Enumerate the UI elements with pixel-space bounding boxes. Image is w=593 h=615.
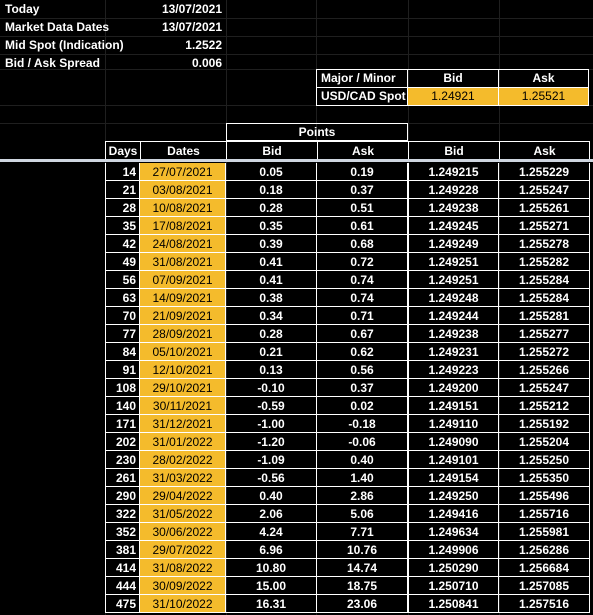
points-ask-cell[interactable]: 0.56 — [317, 361, 408, 379]
bid-cell[interactable]: 1.249110 — [408, 415, 499, 433]
points-bid-cell[interactable]: -0.56 — [226, 469, 317, 487]
table-row — [105, 541, 593, 559]
points-bid-cell[interactable]: 0.41 — [226, 253, 317, 271]
table-row — [105, 397, 593, 415]
info-row-today[interactable] — [0, 0, 226, 18]
bid-cell[interactable]: 1.249245 — [408, 217, 499, 235]
points-bid-cell[interactable]: 0.05 — [226, 163, 317, 181]
info-label: Today — [5, 2, 40, 16]
bid-cell[interactable]: 1.249090 — [408, 433, 499, 451]
points-bid-cell[interactable]: 0.35 — [226, 217, 317, 235]
date-cell[interactable]: 10/08/2021 — [140, 199, 226, 217]
ask-cell[interactable]: 1.256286 — [499, 541, 590, 559]
points-ask-cell[interactable]: 0.71 — [317, 307, 408, 325]
date-cell[interactable]: 14/09/2021 — [140, 289, 226, 307]
date-cell[interactable]: 24/08/2021 — [140, 235, 226, 253]
date-cell[interactable]: 31/01/2022 — [140, 433, 226, 451]
days-cell[interactable]: 91 — [105, 361, 140, 379]
points-group-header[interactable]: Points — [226, 123, 408, 141]
days-cell[interactable]: 28 — [105, 199, 140, 217]
days-cell[interactable]: 381 — [105, 541, 140, 559]
date-cell[interactable]: 29/04/2022 — [140, 487, 226, 505]
points-ask-cell[interactable]: -0.18 — [317, 415, 408, 433]
bid-cell[interactable]: 1.249228 — [408, 181, 499, 199]
bid-cell[interactable]: 1.249251 — [408, 271, 499, 289]
days-cell[interactable]: 70 — [105, 307, 140, 325]
date-cell[interactable]: 21/09/2021 — [140, 307, 226, 325]
ask-cell[interactable]: 1.255247 — [499, 181, 590, 199]
points-ask-cell[interactable]: 0.61 — [317, 217, 408, 235]
bid-cell[interactable]: 1.249906 — [408, 541, 499, 559]
ask-cell[interactable]: 1.255212 — [499, 397, 590, 415]
days-cell[interactable]: 21 — [105, 181, 140, 199]
points-ask-cell[interactable]: 0.68 — [317, 235, 408, 253]
ask-cell[interactable]: 1.255350 — [499, 469, 590, 487]
bid-cell[interactable]: 1.249215 — [408, 163, 499, 181]
bid-cell[interactable]: 1.249251 — [408, 253, 499, 271]
days-cell[interactable]: 42 — [105, 235, 140, 253]
bid-cell[interactable]: 1.249238 — [408, 199, 499, 217]
date-cell[interactable]: 27/07/2021 — [140, 163, 226, 181]
points-ask-cell[interactable]: 0.67 — [317, 325, 408, 343]
table-row — [105, 289, 593, 307]
points-bid-cell[interactable]: 0.18 — [226, 181, 317, 199]
spot-header-label[interactable]: Major / Minor — [316, 69, 408, 88]
table-row — [105, 379, 593, 397]
info-value: 1.2522 — [185, 38, 222, 52]
date-cell[interactable]: 12/10/2021 — [140, 361, 226, 379]
days-cell[interactable]: 108 — [105, 379, 140, 397]
ask-cell[interactable]: 1.255272 — [499, 343, 590, 361]
points-bid-cell[interactable]: -0.59 — [226, 397, 317, 415]
date-cell[interactable]: 07/09/2021 — [140, 271, 226, 289]
date-cell[interactable]: 28/09/2021 — [140, 325, 226, 343]
table-row — [105, 181, 593, 199]
table-row — [105, 361, 593, 379]
ask-cell[interactable]: 1.255278 — [499, 235, 590, 253]
points-ask-cell[interactable]: 14.74 — [317, 559, 408, 577]
days-cell[interactable]: 444 — [105, 577, 140, 595]
ask-cell[interactable]: 1.255229 — [499, 163, 590, 181]
spot-bid-value[interactable]: 1.24921 — [407, 87, 499, 106]
ask-cell[interactable]: 1.256684 — [499, 559, 590, 577]
table-row — [105, 559, 593, 577]
days-cell[interactable]: 56 — [105, 271, 140, 289]
bid-cell[interactable]: 1.249238 — [408, 325, 499, 343]
table-row — [105, 253, 593, 271]
points-bid-cell[interactable]: -0.10 — [226, 379, 317, 397]
bid-cell[interactable]: 1.249244 — [408, 307, 499, 325]
points-ask-cell[interactable]: 0.37 — [317, 379, 408, 397]
date-cell[interactable]: 29/07/2022 — [140, 541, 226, 559]
points-ask-cell[interactable]: 0.40 — [317, 451, 408, 469]
points-ask-cell[interactable]: 7.71 — [317, 523, 408, 541]
points-ask-cell[interactable]: 0.72 — [317, 253, 408, 271]
days-cell[interactable]: 202 — [105, 433, 140, 451]
table-row — [105, 235, 593, 253]
bid-cell[interactable]: 1.249249 — [408, 235, 499, 253]
days-cell[interactable]: 322 — [105, 505, 140, 523]
ask-cell[interactable]: 1.255261 — [499, 199, 590, 217]
points-ask-cell[interactable]: 0.74 — [317, 271, 408, 289]
column-header-ask[interactable]: Ask — [499, 141, 590, 160]
bid-cell[interactable]: 1.249231 — [408, 343, 499, 361]
info-row-market-data-dates[interactable] — [0, 18, 226, 36]
points-ask-cell[interactable]: 23.06 — [317, 595, 408, 613]
points-ask-cell[interactable]: 5.06 — [317, 505, 408, 523]
bid-cell[interactable]: 1.250841 — [408, 595, 499, 613]
date-cell[interactable]: 28/02/2022 — [140, 451, 226, 469]
points-bid-cell[interactable]: 15.00 — [226, 577, 317, 595]
points-bid-cell[interactable]: -1.20 — [226, 433, 317, 451]
days-cell[interactable]: 84 — [105, 343, 140, 361]
days-cell[interactable]: 63 — [105, 289, 140, 307]
date-cell[interactable]: 31/10/2022 — [140, 595, 226, 613]
spot-header-bid[interactable]: Bid — [407, 69, 499, 88]
info-label: Market Data Dates — [5, 20, 110, 34]
ask-cell[interactable]: 1.255284 — [499, 271, 590, 289]
info-row-mid-spot[interactable] — [0, 36, 226, 54]
ask-cell[interactable]: 1.255281 — [499, 307, 590, 325]
ask-cell[interactable]: 1.255981 — [499, 523, 590, 541]
ask-cell[interactable]: 1.255204 — [499, 433, 590, 451]
points-ask-cell[interactable]: 1.40 — [317, 469, 408, 487]
bid-cell[interactable]: 1.249151 — [408, 397, 499, 415]
points-bid-cell[interactable]: 2.06 — [226, 505, 317, 523]
info-value: 13/07/2021 — [161, 2, 222, 16]
ask-cell[interactable]: 1.255496 — [499, 487, 590, 505]
points-bid-cell[interactable]: 0.13 — [226, 361, 317, 379]
days-cell[interactable]: 49 — [105, 253, 140, 271]
bid-cell[interactable]: 1.249634 — [408, 523, 499, 541]
column-header-bid[interactable]: Bid — [408, 141, 500, 160]
points-bid-cell[interactable]: 10.80 — [226, 559, 317, 577]
table-row — [105, 343, 593, 361]
points-bid-cell[interactable]: 0.40 — [226, 487, 317, 505]
days-cell[interactable]: 35 — [105, 217, 140, 235]
points-ask-cell[interactable]: 0.74 — [317, 289, 408, 307]
ask-cell[interactable]: 1.255271 — [499, 217, 590, 235]
days-cell[interactable]: 261 — [105, 469, 140, 487]
table-row — [105, 199, 593, 217]
days-cell[interactable]: 414 — [105, 559, 140, 577]
table-row — [105, 307, 593, 325]
table-row — [105, 325, 593, 343]
points-bid-cell[interactable]: 0.28 — [226, 199, 317, 217]
days-cell[interactable]: 352 — [105, 523, 140, 541]
date-cell[interactable]: 30/11/2021 — [140, 397, 226, 415]
points-bid-cell[interactable]: 0.21 — [226, 343, 317, 361]
date-cell[interactable]: 31/05/2022 — [140, 505, 226, 523]
table-row — [105, 505, 593, 523]
points-bid-cell[interactable]: 0.41 — [226, 271, 317, 289]
points-ask-cell[interactable]: 0.37 — [317, 181, 408, 199]
table-row — [105, 271, 593, 289]
ask-cell[interactable]: 1.255282 — [499, 253, 590, 271]
date-cell[interactable]: 31/12/2021 — [140, 415, 226, 433]
bid-cell[interactable]: 1.249416 — [408, 505, 499, 523]
days-cell[interactable]: 475 — [105, 595, 140, 613]
table-row — [105, 469, 593, 487]
table-row — [105, 415, 593, 433]
days-cell[interactable]: 230 — [105, 451, 140, 469]
points-bid-cell[interactable]: 0.38 — [226, 289, 317, 307]
days-cell[interactable]: 140 — [105, 397, 140, 415]
points-ask-cell[interactable]: 10.76 — [317, 541, 408, 559]
info-label: Bid / Ask Spread — [5, 56, 100, 70]
table-row — [105, 217, 593, 235]
column-header-dates[interactable]: Dates — [140, 141, 227, 160]
ask-cell[interactable]: 1.257516 — [499, 595, 590, 613]
table-row — [105, 577, 593, 595]
info-value: 13/07/2021 — [161, 20, 222, 34]
points-ask-cell[interactable]: -0.06 — [317, 433, 408, 451]
date-cell[interactable]: 17/08/2021 — [140, 217, 226, 235]
points-bid-cell[interactable]: 0.28 — [226, 325, 317, 343]
ask-cell[interactable]: 1.255266 — [499, 361, 590, 379]
ask-cell[interactable]: 1.255250 — [499, 451, 590, 469]
bid-cell[interactable]: 1.249154 — [408, 469, 499, 487]
points-bid-cell[interactable]: -1.00 — [226, 415, 317, 433]
ask-cell[interactable]: 1.255192 — [499, 415, 590, 433]
ask-cell[interactable]: 1.255277 — [499, 325, 590, 343]
info-row-bid-ask-spread[interactable] — [0, 54, 226, 72]
points-bid-cell[interactable]: -1.09 — [226, 451, 317, 469]
column-header-points-bid[interactable]: Bid — [226, 141, 318, 160]
days-cell[interactable]: 77 — [105, 325, 140, 343]
points-bid-cell[interactable]: 6.96 — [226, 541, 317, 559]
spot-header-ask[interactable]: Ask — [498, 69, 589, 88]
table-row — [105, 163, 593, 181]
date-cell[interactable]: 03/08/2021 — [140, 181, 226, 199]
table-row — [105, 487, 593, 505]
points-bid-cell[interactable]: 0.39 — [226, 235, 317, 253]
ask-cell[interactable]: 1.257085 — [499, 577, 590, 595]
date-cell[interactable]: 05/10/2021 — [140, 343, 226, 361]
points-ask-cell[interactable]: 18.75 — [317, 577, 408, 595]
date-cell[interactable]: 29/10/2021 — [140, 379, 226, 397]
points-ask-cell[interactable]: 2.86 — [317, 487, 408, 505]
info-value: 0.006 — [191, 56, 222, 70]
days-cell[interactable]: 290 — [105, 487, 140, 505]
spot-pair-label[interactable]: USD/CAD Spot — [316, 87, 408, 106]
points-bid-cell[interactable]: 16.31 — [226, 595, 317, 613]
date-cell[interactable]: 30/09/2022 — [140, 577, 226, 595]
table-row — [105, 451, 593, 469]
ask-cell[interactable]: 1.255716 — [499, 505, 590, 523]
ask-cell[interactable]: 1.255247 — [499, 379, 590, 397]
info-label: Mid Spot (Indication) — [5, 38, 124, 52]
points-bid-cell[interactable]: 4.24 — [226, 523, 317, 541]
points-ask-cell[interactable]: 0.51 — [317, 199, 408, 217]
table-row — [105, 523, 593, 541]
table-row — [105, 595, 593, 613]
spot-ask-value[interactable]: 1.25521 — [498, 87, 589, 106]
points-ask-cell[interactable]: 0.02 — [317, 397, 408, 415]
bid-cell[interactable]: 1.250710 — [408, 577, 499, 595]
column-header-days[interactable]: Days — [105, 141, 141, 160]
date-cell[interactable]: 31/08/2022 — [140, 559, 226, 577]
bid-cell[interactable]: 1.249250 — [408, 487, 499, 505]
bid-cell[interactable]: 1.250290 — [408, 559, 499, 577]
frozen-pane-divider — [0, 159, 593, 162]
ask-cell[interactable]: 1.255284 — [499, 289, 590, 307]
date-cell[interactable]: 31/08/2021 — [140, 253, 226, 271]
bid-cell[interactable]: 1.249223 — [408, 361, 499, 379]
days-cell[interactable]: 14 — [105, 163, 140, 181]
date-cell[interactable]: 30/06/2022 — [140, 523, 226, 541]
days-cell[interactable]: 171 — [105, 415, 140, 433]
table-row — [105, 433, 593, 451]
points-ask-cell[interactable]: 0.19 — [317, 163, 408, 181]
column-header-points-ask[interactable]: Ask — [317, 141, 409, 160]
bid-cell[interactable]: 1.249101 — [408, 451, 499, 469]
date-cell[interactable]: 31/03/2022 — [140, 469, 226, 487]
bid-cell[interactable]: 1.249248 — [408, 289, 499, 307]
bid-cell[interactable]: 1.249200 — [408, 379, 499, 397]
points-bid-cell[interactable]: 0.34 — [226, 307, 317, 325]
points-ask-cell[interactable]: 0.62 — [317, 343, 408, 361]
